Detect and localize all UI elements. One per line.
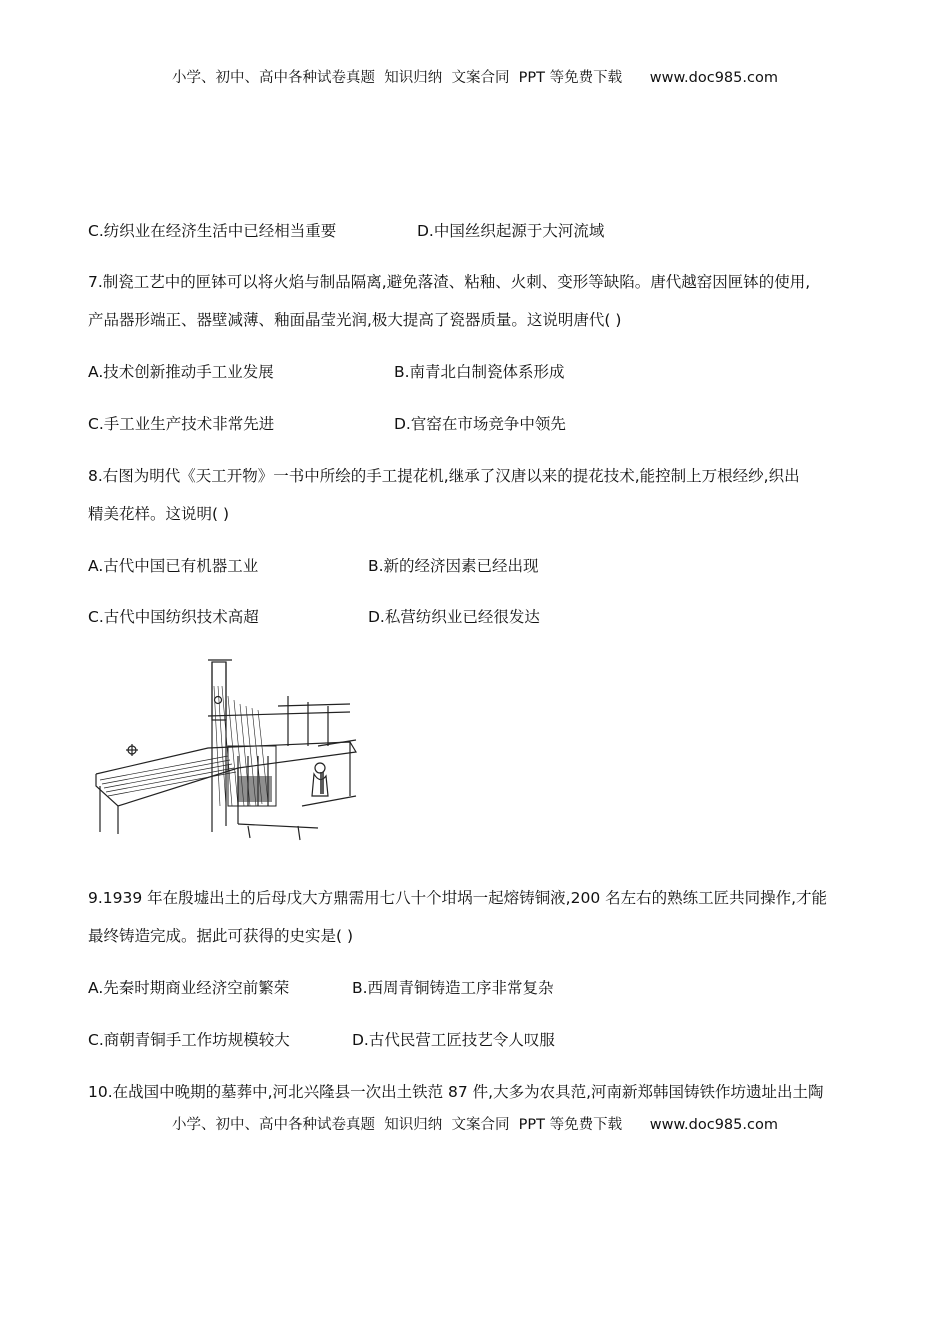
- q9-option-d: D.古代民营工匠技艺令人叹服: [352, 1031, 555, 1049]
- q9-option-c: C.商朝青铜手工作坊规模较大: [88, 1031, 290, 1049]
- q6-option-d: D.中国丝织起源于大河流域: [417, 222, 605, 240]
- page-footer: 小学、初中、高中各种试卷真题 知识归纳 文案合同 PPT 等免费下载 www.doc985.com: [172, 1117, 778, 1133]
- q6-option-c: C.纺织业在经济生活中已经相当重要: [88, 222, 337, 240]
- q8-option-a: A.古代中国已有机器工业: [88, 557, 259, 575]
- drawloom-illustration: [88, 656, 360, 842]
- page-header: 小学、初中、高中各种试卷真题 知识归纳 文案合同 PPT 等免费下载 www.doc985.com: [172, 70, 778, 86]
- q8-stem-line1: 8.右图为明代《天工开物》一书中所绘的手工提花机,继承了汉唐以来的提花技术,能控制上万根经纱,织出: [88, 467, 800, 485]
- q7-option-d: D.官窑在市场竞争中领先: [394, 415, 566, 433]
- q7-option-b: B.南青北白制瓷体系形成: [394, 363, 565, 381]
- q9-stem-line1: 9.1939 年在殷墟出土的后母戊大方鼎需用七八十个坩埚一起熔铸铜液,200 名左右的熟练工匠共同操作,才能: [88, 889, 828, 907]
- q10-stem-line1: 10.在战国中晚期的墓葬中,河北兴隆县一次出土铁范 87 件,大多为农具范,河南新郑韩国铸铁作坊遗址出土陶: [88, 1083, 824, 1101]
- q8-option-c: C.古代中国纺织技术高超: [88, 608, 259, 626]
- q8-option-d: D.私营纺织业已经很发达: [368, 608, 540, 626]
- q9-option-a: A.先秦时期商业经济空前繁荣: [88, 979, 290, 997]
- q7-stem-line1: 7.制瓷工艺中的匣钵可以将火焰与制品隔离,避免落渣、粘釉、火刺、变形等缺陷。唐代越窑因匣钵的使用,: [88, 273, 811, 291]
- q7-option-a: A.技术创新推动手工业发展: [88, 363, 274, 381]
- q7-option-c: C.手工业生产技术非常先进: [88, 415, 275, 433]
- q9-option-b: B.西周青铜铸造工序非常复杂: [352, 979, 554, 997]
- q9-stem-line2: 最终铸造完成。据此可获得的史实是( ): [88, 927, 354, 945]
- q7-stem-line2: 产品器形端正、器壁减薄、釉面晶莹光润,极大提高了瓷器质量。这说明唐代( ): [88, 311, 622, 329]
- q8-stem-line2: 精美花样。这说明( ): [88, 505, 230, 523]
- q8-option-b: B.新的经济因素已经出现: [368, 557, 539, 575]
